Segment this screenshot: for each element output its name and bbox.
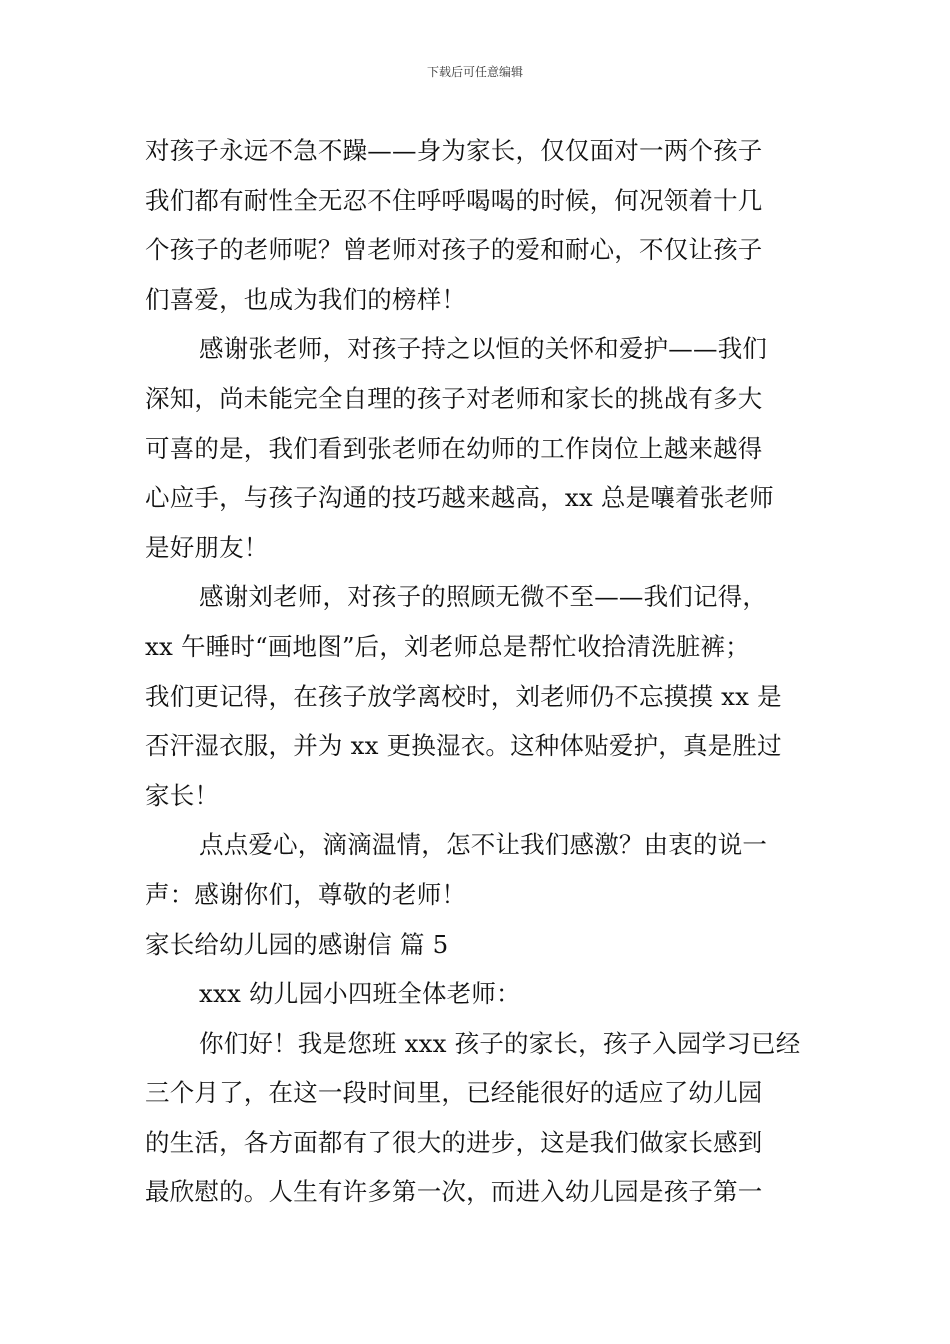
- document-body: [145, 126, 815, 1217]
- section-heading: 家长给幼儿园的感谢信 篇 5: [145, 929, 449, 959]
- text-line: 个孩子的老师呢？曾老师对孩子的爱和耐心，不仅让孩子: [145, 235, 763, 265]
- text-line: xx 午睡时“画地图”后，刘老师总是帮忙收拾清洗脏裤；: [145, 631, 750, 661]
- text-line: 三个月了，在这一段时间里，已经能很好的适应了幼儿园: [145, 1078, 763, 1108]
- page-header: 下载后可任意编辑: [426, 65, 523, 79]
- text-line: 深知，尚未能完全自理的孩子对老师和家长的挑战有多大: [145, 383, 763, 413]
- text-line: 点点爱心，滴滴温情，怎不让我们感激？由衷的说一: [199, 830, 768, 860]
- text-line: 你们好！我是您班 xxx 孩子的家长，孩子入园学习已经: [199, 1028, 801, 1058]
- text-line: 否汗湿衣服，并为 xx 更换湿衣。这种体贴爱护，真是胜过: [145, 731, 782, 761]
- text-line: 我们更记得，在孩子放学离校时，刘老师仍不忘摸摸 xx 是: [145, 681, 782, 711]
- text-line: 声：感谢你们，尊敬的老师！: [145, 879, 467, 909]
- text-line: 我们都有耐性全无忍不住呼呼喝喝的时候，何况领着十几: [145, 185, 763, 215]
- text-line: 对孩子永远不急不躁——身为家长，仅仅面对一两个孩子: [145, 136, 763, 165]
- text-line: 可喜的是，我们看到张老师在幼师的工作岗位上越来越得: [145, 433, 763, 463]
- text-line: 最欣慰的。人生有许多第一次，而进入幼儿园是孩子第一: [145, 1177, 763, 1207]
- text-line: 感谢张老师，对孩子持之以恒的关怀和爱护——我们: [199, 334, 768, 364]
- text-line: 家长！: [145, 780, 220, 810]
- text-line: 感谢刘老师，对孩子的照顾无微不至——我们记得，: [199, 582, 768, 612]
- text-line: 的生活，各方面都有了很大的进步，这是我们做家长感到: [145, 1127, 763, 1157]
- text-line: 们喜爱，也成为我们的榜样！: [145, 284, 467, 314]
- letter-salutation: xxx 幼儿园小四班全体老师：: [199, 979, 521, 1009]
- text-line: 是好朋友！: [145, 532, 269, 562]
- text-line: 心应手，与孩子沟通的技巧越来越高，xx 总是嚷着张老师: [145, 483, 774, 513]
